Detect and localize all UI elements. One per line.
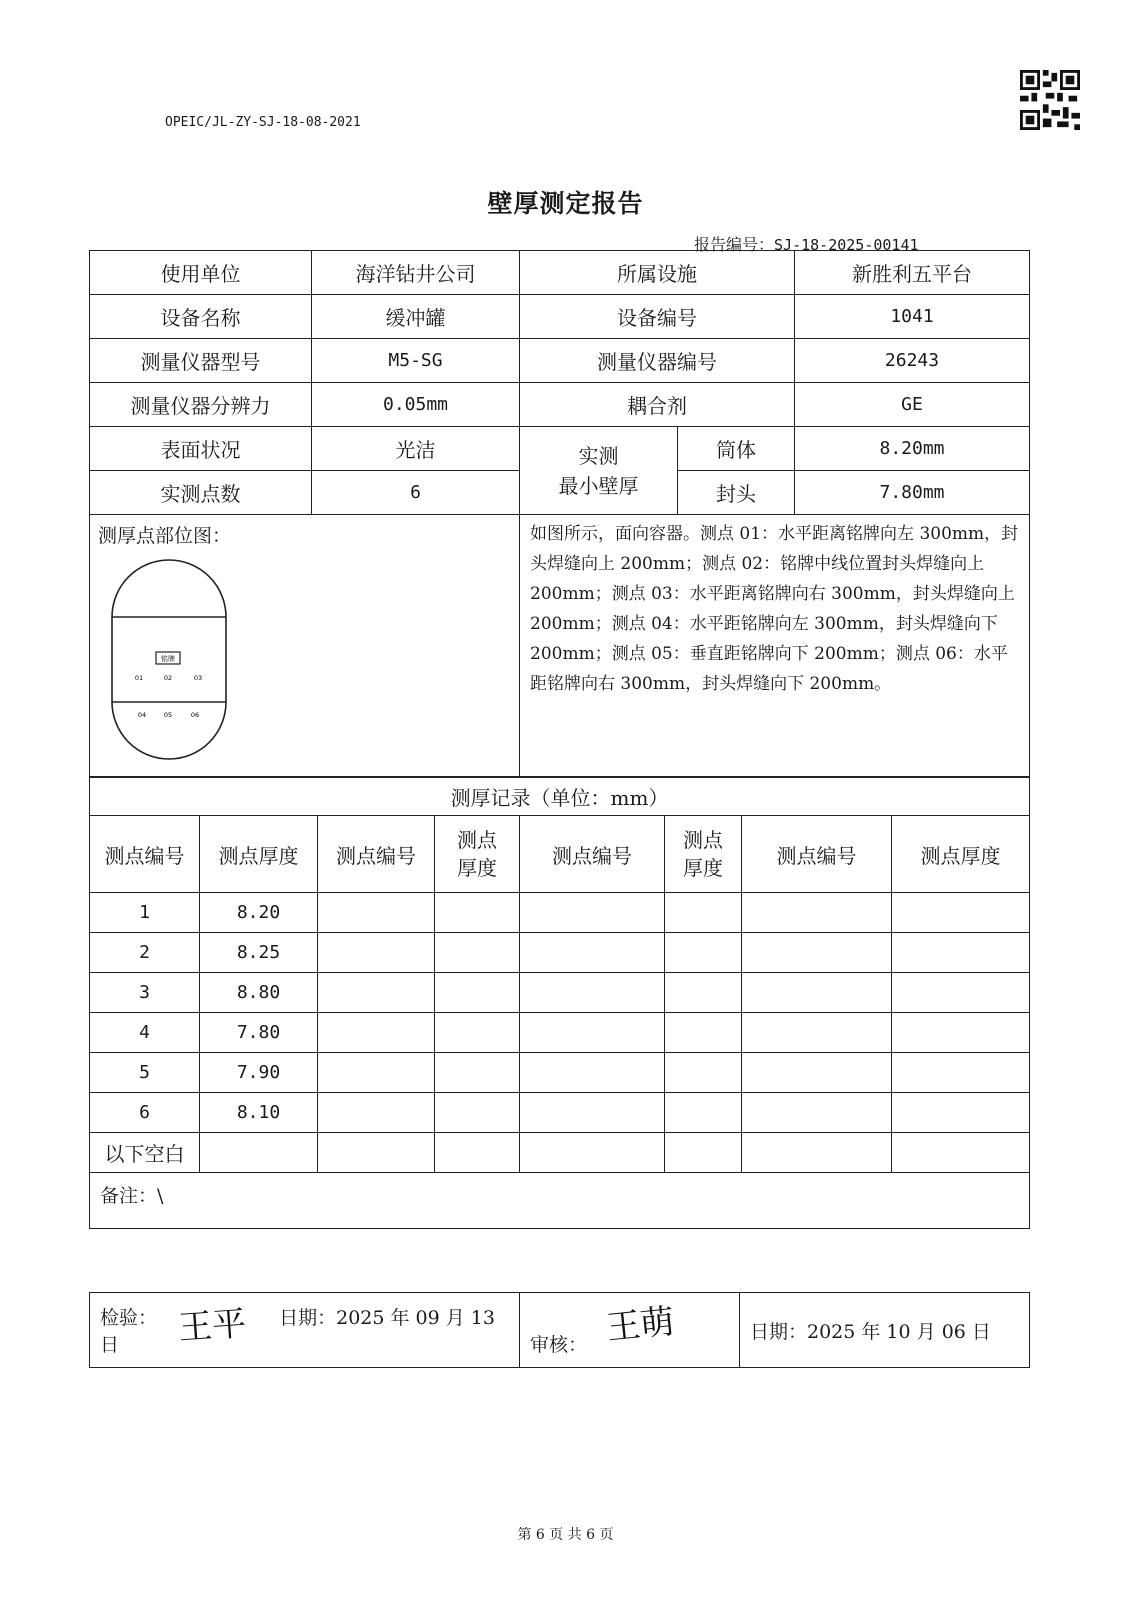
head-label: 封头 [678, 471, 795, 515]
report-title: 壁厚测定报告 [487, 189, 644, 218]
table-row [90, 1053, 1030, 1093]
table-row [90, 1093, 1030, 1133]
points-label: 实测点数 [90, 471, 312, 515]
record-table [89, 776, 1030, 1229]
resolution-value: 0.05mm [312, 383, 520, 427]
inspect-cell [90, 1293, 520, 1368]
qr-code-icon [1020, 70, 1080, 130]
user-unit-value: 海洋钻井公司 [312, 251, 520, 295]
header-thickness-3: 测点厚度 [665, 816, 742, 893]
point-04-label: 04 [137, 711, 147, 719]
point-06-label: 06 [190, 711, 200, 719]
instrument-model-value: M5-SG [312, 339, 520, 383]
nameplate-label: 铭牌 [161, 655, 175, 663]
point-thickness: 8.20 [200, 893, 318, 933]
resolution-label: 测量仪器分辨力 [90, 383, 312, 427]
inspect-label: 检验： [100, 1307, 158, 1329]
point-no: 1 [90, 893, 200, 933]
page-footer: 第 6 页 共 6 页 [517, 1527, 614, 1543]
instrument-number-value: 26243 [795, 339, 1030, 383]
table-row [90, 893, 1030, 933]
table-row [90, 1013, 1030, 1053]
header-point-no-2: 测点编号 [318, 816, 435, 893]
user-unit-label: 使用单位 [90, 251, 312, 295]
header-thickness-4: 测点厚度 [892, 816, 1030, 893]
equipment-name-label: 设备名称 [90, 295, 312, 339]
equipment-number-label: 设备编号 [520, 295, 795, 339]
record-section-title: 测厚记录（单位：mm） [90, 777, 1030, 816]
header-thickness-1: 测点厚度 [200, 816, 318, 893]
point-thickness: 7.80 [200, 1013, 318, 1053]
point-03-label: 03 [193, 674, 203, 682]
vessel-diagram [104, 552, 234, 762]
point-no: 3 [90, 973, 200, 1013]
couplant-value: GE [795, 383, 1030, 427]
review-label: 审核： [530, 1334, 588, 1356]
point-no: 5 [90, 1053, 200, 1093]
remark: 备注：\ [90, 1173, 1030, 1229]
reviewer-signature: 王萌 [604, 1301, 677, 1349]
facility-label: 所属设施 [520, 251, 795, 295]
description-cell: 如图所示，面向容器。测点 01：水平距离铭牌向左 300mm，封头焊缝向上 200mm；测点 02：铭牌中线位置封头焊缝向上 200mm；测点 03：水平距离铭牌向右 300mm，封头焊缝向上 200mm；测点 04：水平距铭牌向左 300mm，封头焊缝向下 200mm；测点 05：垂直距铭牌向下 200mm；测点 06：水平距铭牌向右 300mm，封头焊缝向下 200mm。 [520, 515, 1030, 778]
point-thickness: 7.90 [200, 1053, 318, 1093]
report-number-label: 报告编号： [694, 235, 775, 254]
header-point-no-1: 测点编号 [90, 816, 200, 893]
surface-value: 光洁 [312, 427, 520, 471]
diagram-cell [90, 515, 520, 778]
min-thickness-label [520, 427, 678, 515]
header-thickness-2: 测点厚度 [435, 816, 520, 893]
table-row [90, 933, 1030, 973]
point-01-label: 01 [134, 674, 144, 682]
facility-value: 新胜利五平台 [795, 251, 1030, 295]
inspect-date: 日期：2025 年 09 月 13 日 [100, 1307, 495, 1356]
shell-value: 8.20mm [795, 427, 1030, 471]
header-point-no-4: 测点编号 [742, 816, 892, 893]
diagram-caption: 测厚点部位图： [98, 525, 232, 547]
report-number-value: SJ-18-2025-00141 [774, 236, 919, 254]
point-02-label: 02 [163, 674, 173, 682]
equipment-name-value: 缓冲罐 [312, 295, 520, 339]
point-thickness: 8.80 [200, 973, 318, 1013]
points-value: 6 [312, 471, 520, 515]
head-value: 7.80mm [795, 471, 1030, 515]
info-table [89, 250, 1030, 778]
point-thickness: 8.10 [200, 1093, 318, 1133]
table-row [90, 1133, 1030, 1173]
surface-label: 表面状况 [90, 427, 312, 471]
document-code: OPEIC/JL-ZY-SJ-18-08-2021 [165, 115, 361, 130]
inspector-signature: 王平 [176, 1303, 248, 1349]
point-05-label: 05 [163, 711, 173, 719]
table-row [90, 973, 1030, 1013]
point-thickness: 8.25 [200, 933, 318, 973]
min-thickness-label-line2: 最小壁厚 [558, 473, 639, 498]
review-date: 日期：2025 年 10 月 06 日 [740, 1293, 1030, 1368]
couplant-label: 耦合剂 [520, 383, 795, 427]
point-no: 4 [90, 1013, 200, 1053]
header-point-no-3: 测点编号 [520, 816, 665, 893]
instrument-model-label: 测量仪器型号 [90, 339, 312, 383]
blank-below-label: 以下空白 [90, 1133, 200, 1173]
instrument-number-label: 测量仪器编号 [520, 339, 795, 383]
equipment-number-value: 1041 [795, 295, 1030, 339]
shell-label: 筒体 [678, 427, 795, 471]
min-thickness-label-line1: 实测 [578, 443, 619, 468]
point-no: 2 [90, 933, 200, 973]
point-no: 6 [90, 1093, 200, 1133]
